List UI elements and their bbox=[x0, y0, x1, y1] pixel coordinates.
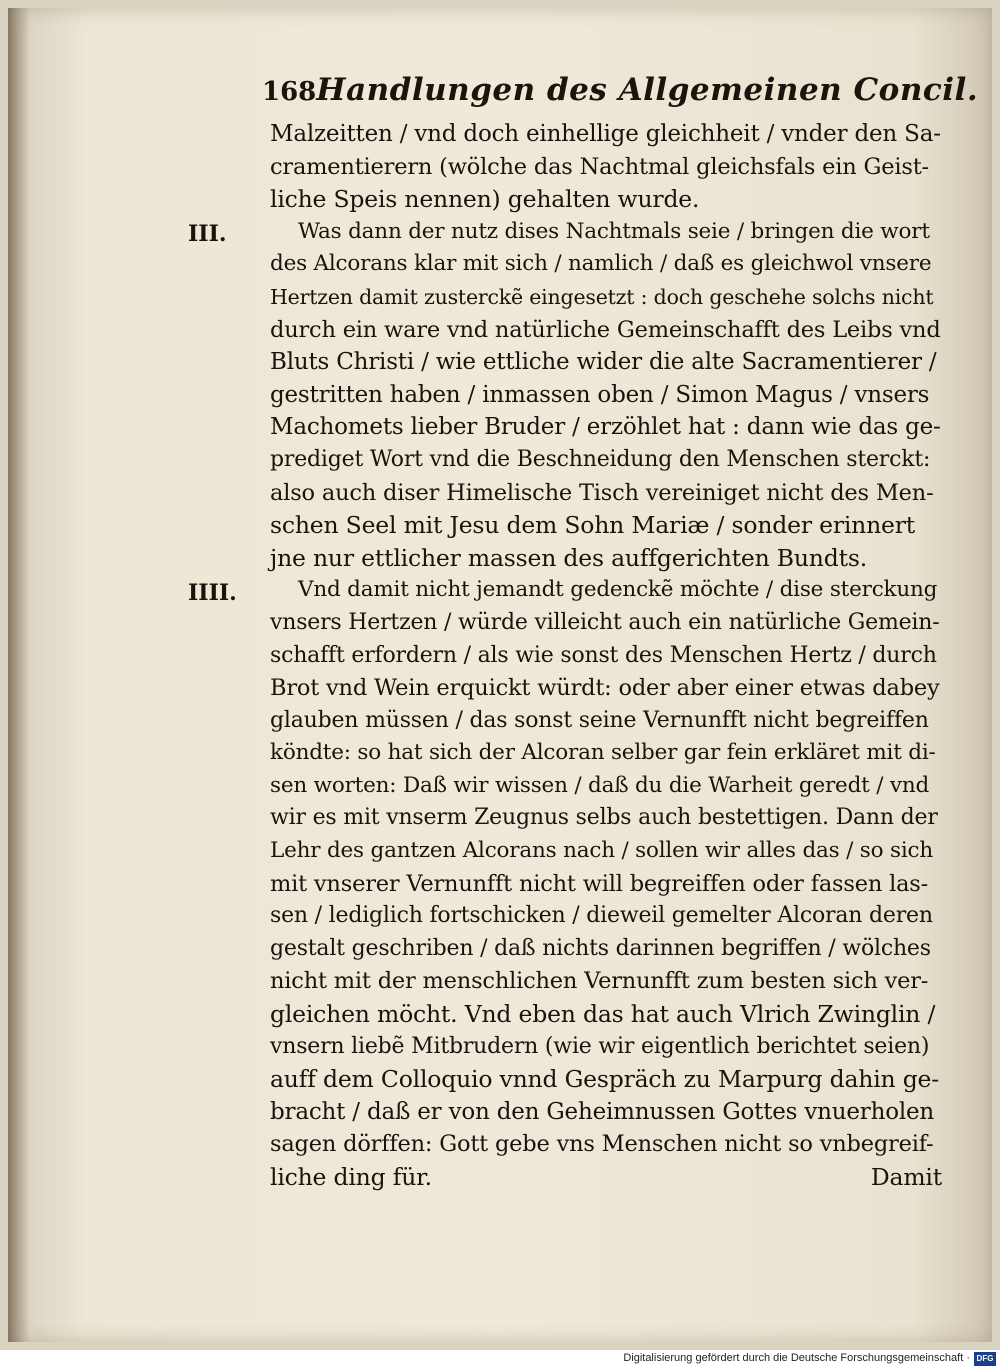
text-line: nicht mit der menschlichen Vernunfft zum besten sich ver- bbox=[270, 968, 929, 995]
text-line: glauben müssen / das sonst seine Vernunfft nicht begreiffen bbox=[270, 707, 929, 733]
text-line: auff dem Colloquio vnnd Gespräch zu Marpurg dahin ge- bbox=[270, 1065, 940, 1094]
page-gutter-shadow bbox=[8, 8, 30, 1342]
text-line: vnsers Hertzen / würde villeicht auch ein natürliche Gemein- bbox=[270, 609, 940, 635]
text-line: gleichen möcht. Vnd eben das hat auch Vlrich Zwinglin / bbox=[270, 1000, 936, 1029]
text-line: des Alcorans klar mit sich / namlich / daß es gleichwol vnsere bbox=[270, 251, 932, 277]
text-line: Bluts Christi / wie ettliche wider die alte Sacramentierer / bbox=[270, 349, 937, 376]
page-header bbox=[262, 72, 979, 116]
page-number: 168 bbox=[262, 77, 317, 107]
digitization-credit: Digitalisierung gefördert durch die Deutsche Forschungsgemeinschaft · bbox=[623, 1352, 970, 1364]
text-line: köndte: so hat sich der Alcoran selber gar fein erkläret mit di- bbox=[270, 740, 936, 766]
catchword: Damit bbox=[870, 1163, 942, 1191]
text-line: Vnd damit nicht jemandt gedenckẽ möchte / dise sterckung bbox=[298, 577, 938, 603]
text-line: sen worten: Daß wir wissen / daß du die Warheit geredt / vnd bbox=[270, 772, 930, 798]
text-line: sagen dörffen: Gott gebe vns Menschen nicht so vnbegreif- bbox=[270, 1131, 934, 1158]
text-line: schen Seel mit Jesu dem Sohn Mariæ / sonder erinnert bbox=[270, 511, 916, 540]
text-line: sen / lediglich fortschicken / dieweil gemelter Alcoran deren bbox=[270, 903, 933, 929]
text-line: gestritten haben / inmassen oben / Simon Magus / vnsers bbox=[270, 381, 930, 408]
running-title: Handlungen des Allgemeinen Concil. bbox=[316, 72, 979, 108]
text-line: schafft erfordern / als wie sonst des Menschen Hertz / durch bbox=[270, 642, 937, 668]
text-line: durch ein ware vnd natürliche Gemeinschafft des Leibs vnd bbox=[270, 316, 941, 343]
text-line: Brot vnd Wein erquickt würdt: oder aber einer etwas dabey bbox=[270, 675, 940, 702]
text-line: bracht / daß er von den Geheimnussen Gottes vnuerholen bbox=[270, 1098, 935, 1125]
text-line: Machomets lieber Bruder / erzöhlet hat : dann wie das ge- bbox=[270, 414, 941, 441]
text-line: jne nur ettlicher massen des auffgerichten Bundts. bbox=[270, 543, 867, 572]
text-line: gestalt geschriben / daß nichts darinnen begriffen / wölches bbox=[270, 935, 931, 961]
marginal-number-4: IIII. bbox=[188, 580, 237, 606]
text-line: cramentierern (wölche das Nachtmal gleichsfals ein Geist- bbox=[270, 153, 929, 180]
text-line: wir es mit vnserm Zeugnus selbs auch bestettigen. Dann der bbox=[270, 805, 938, 831]
marginal-number-3: III. bbox=[188, 221, 227, 247]
text-line: liche Speis nennen) gehalten wurde. bbox=[270, 185, 700, 214]
text-line: Hertzen damit zusterckẽ eingesetzt : doch geschehe solchs nicht bbox=[270, 284, 934, 309]
text-line: Lehr des gantzen Alcorans nach / sollen wir alles das / so sich bbox=[270, 838, 934, 864]
text-line: Malzeitten / vnd doch einhellige gleichheit / vnder den Sa- bbox=[270, 121, 941, 147]
text-line: prediget Wort vnd die Beschneidung den Menschen sterckt: bbox=[270, 446, 931, 472]
body-text bbox=[270, 118, 942, 1194]
text-line: mit vnserer Vernunfft nicht will begreiffen oder fassen las- bbox=[270, 870, 929, 897]
text-line: liche ding für. bbox=[270, 1163, 432, 1191]
dfg-logo[interactable]: DFG bbox=[974, 1352, 996, 1366]
text-line: also auch diser Himelische Tisch vereiniget nicht des Men- bbox=[270, 479, 934, 506]
text-line: vnsern liebẽ Mitbrudern (wie wir eigentlich berichtet seien) bbox=[270, 1033, 930, 1059]
text-line: Was dann der nutz dises Nachtmals seie / bringen die wort bbox=[298, 218, 930, 244]
